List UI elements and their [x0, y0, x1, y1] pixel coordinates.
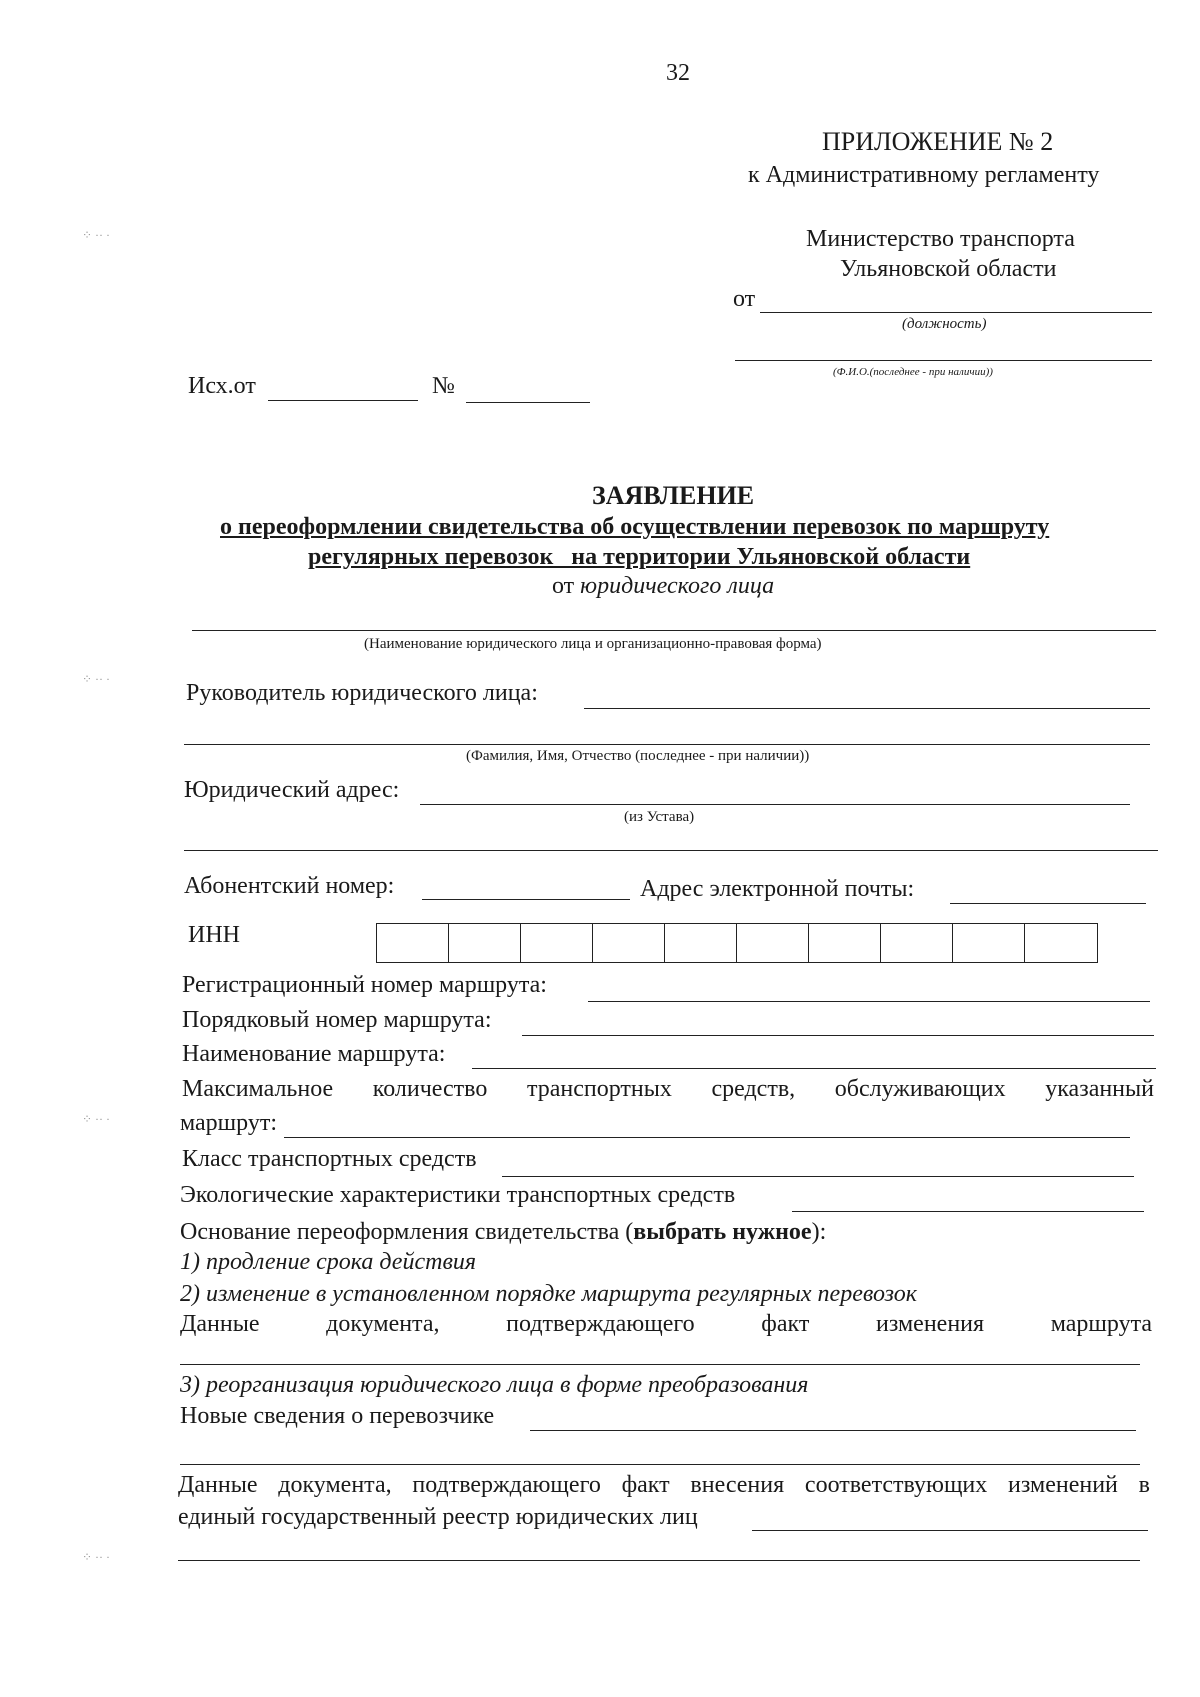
inn-digit-cell[interactable]: [377, 924, 449, 962]
legal-address-input-line-2[interactable]: [184, 850, 1158, 851]
inn-input-boxes[interactable]: [376, 923, 1098, 963]
inn-digit-cell[interactable]: [593, 924, 665, 962]
legal-address-caption: (из Устава): [624, 809, 695, 825]
legal-address-input-line[interactable]: [420, 804, 1130, 805]
from-label: от: [733, 286, 756, 312]
head-caption: (Фамилия, Имя, Отчество (последнее - при наличии)): [466, 748, 810, 764]
outgoing-date-label: Исх.от: [188, 373, 256, 399]
scan-speck: ⁘ ·· ·: [82, 228, 111, 242]
basis-label-bold: выбрать нужное: [633, 1219, 812, 1245]
basis-label-prefix: Основание переоформления свидетельства (: [180, 1219, 634, 1245]
inn-digit-cell[interactable]: [521, 924, 593, 962]
route-name-label: Наименование маршрута:: [182, 1041, 446, 1067]
outgoing-number-input-line[interactable]: [466, 402, 590, 403]
appendix-title: ПРИЛОЖЕНИЕ № 2: [822, 127, 1054, 156]
position-input-line[interactable]: [760, 312, 1152, 313]
route-seq-number-label: Порядковый номер маршрута:: [182, 1007, 492, 1033]
vehicle-class-label: Класс транспортных средств: [182, 1146, 477, 1172]
inn-digit-cell[interactable]: [449, 924, 521, 962]
vehicle-class-input-line[interactable]: [502, 1176, 1134, 1177]
route-seq-number-input-line[interactable]: [522, 1035, 1154, 1036]
phone-label: Абонентский номер:: [184, 873, 395, 899]
email-label: Адрес электронной почты:: [640, 876, 915, 902]
max-vehicles-label-line2: маршрут:: [180, 1110, 277, 1136]
basis-option-2-doc-input-line[interactable]: [180, 1364, 1140, 1365]
registry-input-line[interactable]: [752, 1530, 1148, 1531]
new-info-label: Новые сведения о перевозчике: [180, 1403, 495, 1429]
document-title: ЗАЯВЛЕНИЕ: [592, 481, 755, 510]
registry-input-line-2[interactable]: [178, 1560, 1140, 1561]
eco-label: Экологические характеристики транспортных средств: [180, 1182, 736, 1208]
page-number: 32: [666, 60, 690, 86]
registry-label-line2: единый государственный реестр юридических лиц: [178, 1504, 698, 1530]
registry-label-line1: Данные документа, подтверждающего факт внесения соответствующих изменений в: [178, 1472, 1150, 1498]
eco-input-line[interactable]: [792, 1211, 1144, 1212]
legal-address-label: Юридический адрес:: [184, 777, 400, 803]
outgoing-number-label: №: [432, 373, 455, 399]
basis-label: [180, 1219, 826, 1246]
appendix-subtitle: к Административному регламенту: [748, 162, 1100, 188]
route-reg-number-input-line[interactable]: [588, 1001, 1150, 1002]
fio-input-line[interactable]: [735, 360, 1152, 361]
head-input-line-2[interactable]: [184, 744, 1150, 745]
applicant-type-prefix: от: [552, 573, 575, 599]
basis-option-2[interactable]: 2) изменение в установленном порядке маршрута регулярных перевозок: [180, 1281, 917, 1307]
phone-input-line[interactable]: [422, 899, 630, 900]
inn-digit-cell[interactable]: [665, 924, 737, 962]
inn-digit-cell[interactable]: [953, 924, 1025, 962]
scan-speck: ⁘ ·· ·: [82, 672, 111, 686]
document-subtitle-line1: о переоформлении свидетельства об осуществлении перевозок по маршруту: [220, 514, 1050, 540]
inn-digit-cell[interactable]: [881, 924, 953, 962]
outgoing-date-input-line[interactable]: [268, 400, 418, 401]
scan-speck: ⁘ ·· ·: [82, 1550, 111, 1564]
addressee-line2: Ульяновской области: [840, 256, 1057, 282]
position-caption: (должность): [902, 316, 987, 332]
head-label: Руководитель юридического лица:: [186, 680, 538, 706]
head-input-line[interactable]: [584, 708, 1150, 709]
applicant-type: [552, 573, 774, 600]
basis-option-2-doc-label: Данные документа, подтверждающего факт изменения маршрута: [180, 1311, 1152, 1337]
max-vehicles-label-line1: Максимальное количество транспортных средств, обслуживающих указанный: [182, 1076, 1154, 1102]
new-info-input-line[interactable]: [530, 1430, 1136, 1431]
basis-option-3[interactable]: 3) реорганизация юридического лица в форме преобразования: [180, 1372, 809, 1398]
inn-digit-cell[interactable]: [1025, 924, 1097, 962]
org-name-input-line[interactable]: [192, 630, 1156, 631]
route-reg-number-label: Регистрационный номер маршрута:: [182, 972, 547, 998]
addressee-line1: Министерство транспорта: [806, 226, 1075, 252]
basis-label-suffix: ):: [811, 1219, 827, 1245]
email-input-line[interactable]: [950, 903, 1146, 904]
fio-caption: (Ф.И.О.(последнее - при наличии)): [833, 366, 993, 378]
inn-label: ИНН: [188, 922, 240, 948]
route-name-input-line[interactable]: [472, 1068, 1156, 1069]
inn-digit-cell[interactable]: [737, 924, 809, 962]
scan-speck: ⁘ ·· ·: [82, 1112, 111, 1126]
applicant-type-entity: юридического лица: [580, 573, 775, 599]
max-vehicles-input-line[interactable]: [284, 1137, 1130, 1138]
document-subtitle-line2: регулярных перевозок на территории Ульяновской области: [308, 544, 971, 570]
inn-digit-cell[interactable]: [809, 924, 881, 962]
org-name-caption: (Наименование юридического лица и организационно-правовая форма): [364, 636, 822, 652]
new-info-input-line-2[interactable]: [180, 1464, 1140, 1465]
basis-option-1[interactable]: 1) продление срока действия: [180, 1249, 477, 1275]
